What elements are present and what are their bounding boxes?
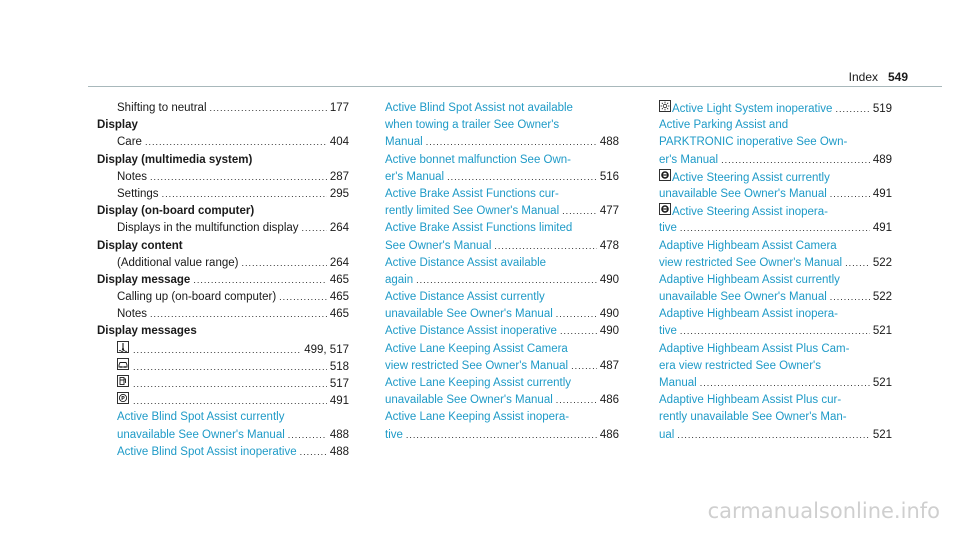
index-entry: [97, 100, 349, 117]
entry-text[interactable]: Active Lane Keeping Assist currently: [385, 377, 572, 389]
leader-dots: [494, 238, 596, 255]
entry-text: Notes: [117, 170, 148, 183]
index-entry: [97, 169, 349, 186]
entry-text[interactable]: Active Light System inoperative: [672, 103, 833, 115]
leader-dots: [700, 375, 870, 392]
leader-dots: [721, 152, 870, 169]
index-entry: [385, 409, 619, 426]
leader-dots: [288, 427, 327, 444]
entry-text: Display (on-board computer): [97, 205, 255, 218]
entry-text[interactable]: tive: [385, 428, 403, 441]
index-entry: [385, 186, 619, 203]
entry-text: (Additional value range): [117, 256, 239, 269]
index-entry: [385, 169, 619, 186]
entry-text[interactable]: again: [385, 273, 414, 286]
svg-text:P: P: [121, 395, 125, 402]
page-ref: 490: [599, 325, 619, 338]
leader-dots: [133, 376, 327, 393]
entry-text[interactable]: Active Lane Keeping Assist inopera-: [385, 411, 570, 424]
page-header: [0, 70, 960, 84]
page-ref: 465: [329, 291, 349, 304]
entry-text[interactable]: Active Distance Assist currently: [385, 291, 545, 304]
leader-dots: [150, 169, 327, 186]
index-entry: [385, 134, 619, 151]
page-ref: 519: [872, 103, 892, 115]
entry-text[interactable]: See Owner's Manual: [385, 239, 492, 252]
index-entry: [97, 427, 349, 444]
index-entry: [385, 203, 619, 220]
index-entry: [97, 255, 349, 272]
index-entry: [659, 238, 892, 255]
index-entry: [97, 375, 349, 392]
entry-text[interactable]: unavailable See Owner's Manual: [659, 187, 827, 200]
entry-text[interactable]: unavailable See Owner's Manual: [659, 291, 827, 304]
index-entry: [659, 409, 892, 426]
page-ref: 489: [872, 153, 892, 166]
light-sun-icon: [659, 100, 671, 112]
page-ref: 287: [329, 170, 349, 183]
index-entry: [385, 358, 619, 375]
entry-text: Settings: [117, 187, 159, 200]
entry-text[interactable]: Adaptive Highbeam Assist Plus cur-: [659, 394, 842, 407]
index-entry: [659, 152, 892, 169]
page-ref: 488: [599, 136, 619, 149]
leader-dots: [300, 444, 327, 461]
leader-dots: [562, 203, 597, 220]
leader-dots: [835, 101, 869, 118]
index-entry: [97, 306, 349, 323]
entry-text[interactable]: unavailable See Owner's Manual: [117, 428, 285, 441]
entry-text[interactable]: Active Distance Assist inoperative: [385, 325, 557, 338]
entry-text: Calling up (on-board computer): [117, 291, 277, 304]
page-ref: 465: [329, 273, 349, 286]
entry-text[interactable]: rently unavailable See Owner's Man-: [659, 411, 847, 424]
index-entry: [97, 134, 349, 151]
entry-text[interactable]: ual: [659, 428, 675, 441]
steering-wheel-icon: [659, 203, 671, 215]
index-entry: [659, 100, 892, 117]
page-ref: 491: [872, 222, 892, 235]
entry-text: Display message: [97, 273, 191, 286]
index-entry: [97, 220, 349, 237]
entry-text[interactable]: unavailable See Owner's Manual: [385, 394, 553, 407]
coolant-temperature-icon: [117, 341, 129, 353]
page-ref: 490: [599, 273, 619, 286]
leader-dots: [416, 272, 597, 289]
entry-text[interactable]: Adaptive Highbeam Assist Camera: [659, 239, 837, 252]
entry-text[interactable]: Active Steering Assist inopera-: [672, 206, 828, 219]
entry-text[interactable]: Active Blind Spot Assist currently: [117, 411, 285, 424]
entry-text[interactable]: tive: [659, 222, 677, 235]
leader-dots: [845, 255, 870, 272]
page-ref: 516: [599, 170, 619, 183]
index-entry: [97, 117, 349, 134]
index-entry: [659, 220, 892, 237]
index-entry: [97, 203, 349, 220]
index-entry: [385, 255, 619, 272]
page-ref: 518: [329, 360, 349, 373]
page-ref: 486: [599, 428, 619, 441]
leader-dots: [406, 427, 597, 444]
index-entry: [659, 427, 892, 444]
index-entry: [659, 203, 892, 220]
index-entry: [659, 392, 892, 409]
page-ref: 517: [329, 378, 349, 390]
section-title: Index: [848, 70, 878, 84]
page-ref: 488: [329, 445, 349, 458]
entry-text[interactable]: Adaptive Highbeam Assist Plus Cam-: [659, 342, 850, 355]
index-entry: [659, 323, 892, 340]
index-entry: [659, 289, 892, 306]
index-entry: [385, 341, 619, 358]
index-entry: [659, 341, 892, 358]
leader-dots: [556, 392, 597, 409]
page-ref: 522: [872, 291, 892, 304]
leader-dots: [830, 289, 870, 306]
entry-text: Display content: [97, 239, 183, 252]
entry-text: Displays in the multifunction display: [117, 222, 299, 235]
entry-text[interactable]: Active Brake Assist Functions limited: [385, 222, 573, 235]
entry-text: Shifting to neutral: [117, 102, 207, 114]
index-entry: [97, 238, 349, 255]
page-ref: 499, 517: [304, 343, 349, 356]
leader-dots: [133, 359, 327, 376]
leader-dots: [210, 100, 327, 117]
entry-text[interactable]: Adaptive Highbeam Assist inopera-: [659, 308, 838, 321]
index-entry: [97, 152, 349, 169]
watermark: carmanualsonline.info: [707, 499, 940, 523]
header-rule: [88, 86, 942, 87]
page-ref: 487: [599, 359, 619, 372]
entry-text[interactable]: PARKTRONIC inoperative See Own-: [659, 136, 848, 149]
index-entry: [97, 323, 349, 340]
index-entry: [97, 289, 349, 306]
index-entry: [659, 134, 892, 151]
steering-wheel-icon: [659, 169, 671, 181]
index-entry: [385, 220, 619, 237]
entry-text[interactable]: Active Blind Spot Assist inoperative: [117, 445, 297, 458]
index-column-2: [385, 100, 619, 444]
entry-text[interactable]: view restricted See Owner's Manual: [385, 359, 569, 372]
page-ref: 465: [329, 308, 349, 321]
index-entry: [97, 444, 349, 461]
leader-dots: [162, 186, 327, 203]
index-entry: [385, 375, 619, 392]
index-entry: [659, 306, 892, 323]
index-entry: [385, 289, 619, 306]
leader-dots: [677, 427, 869, 444]
index-entry: [97, 392, 349, 409]
leader-dots: [426, 134, 597, 151]
page-ref: 490: [599, 308, 619, 321]
index-column-3: [659, 100, 892, 444]
index-entry: [385, 238, 619, 255]
index-entry: [659, 169, 892, 186]
leader-dots: [133, 342, 301, 359]
entry-text: Care: [117, 136, 142, 149]
fuel-pump-icon: [117, 375, 129, 387]
entry-text[interactable]: Manual: [659, 377, 697, 389]
page-ref: 404: [329, 136, 349, 149]
index-entry: [97, 272, 349, 289]
page-ref: 491: [872, 187, 892, 200]
car-key-icon: [117, 358, 129, 370]
entry-text[interactable]: Active Blind Spot Assist not available: [385, 102, 573, 114]
entry-text: Notes: [117, 308, 148, 321]
index-entry: [97, 358, 349, 375]
leader-dots: [560, 323, 597, 340]
leader-dots: [556, 306, 597, 323]
index-entry: [659, 117, 892, 134]
entry-text[interactable]: tive: [659, 325, 677, 338]
leader-dots: [302, 220, 327, 237]
page-ref: 488: [329, 428, 349, 441]
page-ref: 521: [872, 428, 892, 441]
entry-text[interactable]: Active Lane Keeping Assist Camera: [385, 342, 568, 355]
page-ref: 491: [329, 395, 349, 408]
index-entry: [385, 323, 619, 340]
index-entry: [385, 100, 619, 117]
entry-text: Display (multimedia system): [97, 153, 253, 166]
page-ref: 522: [872, 256, 892, 269]
index-entry: [659, 272, 892, 289]
page-ref: 486: [599, 394, 619, 407]
entry-text[interactable]: rently limited See Owner's Manual: [385, 205, 560, 218]
entry-text[interactable]: Active Distance Assist available: [385, 256, 547, 269]
leader-dots: [680, 323, 870, 340]
page-ref: 521: [872, 325, 892, 338]
entry-text[interactable]: Active Parking Assist and: [659, 119, 789, 132]
index-entry: [97, 409, 349, 426]
leader-dots: [193, 272, 326, 289]
page-ref: 264: [329, 222, 349, 235]
leader-dots: [279, 289, 327, 306]
entry-text[interactable]: Active Steering Assist currently: [672, 171, 830, 184]
entry-text[interactable]: Manual: [385, 136, 423, 149]
index-column-1: [97, 100, 349, 461]
index-entry: [385, 117, 619, 134]
index-entry: [97, 341, 349, 358]
leader-dots: [571, 358, 597, 375]
page-ref: 295: [329, 187, 349, 200]
leader-dots: [830, 186, 870, 203]
index-entry: [97, 186, 349, 203]
page-ref: 264: [329, 256, 349, 269]
index-entry: [385, 306, 619, 323]
leader-dots: [145, 134, 327, 151]
entry-text[interactable]: era view restricted See Owner's: [659, 359, 821, 372]
entry-text: Display: [97, 119, 138, 132]
entry-text[interactable]: Active bonnet malfunction See Own-: [385, 153, 572, 166]
entry-text[interactable]: when towing a trailer See Owner's: [385, 119, 560, 132]
entry-text[interactable]: Active Brake Assist Functions cur-: [385, 187, 559, 200]
page-ref: 477: [599, 205, 619, 218]
index-entry: [659, 255, 892, 272]
parking-brake-icon: [117, 392, 129, 404]
entry-text[interactable]: er's Manual: [659, 153, 719, 166]
page-ref: 177: [329, 102, 349, 114]
page-number: 549: [887, 70, 908, 84]
entry-text[interactable]: view restricted See Owner's Manual: [659, 256, 843, 269]
index-entry: [659, 358, 892, 375]
leader-dots: [447, 169, 597, 186]
page-ref: 478: [599, 239, 619, 252]
index-entry: [385, 427, 619, 444]
entry-text: Display messages: [97, 325, 197, 338]
index-entry: [385, 152, 619, 169]
leader-dots: [150, 306, 327, 323]
index-entry: [659, 186, 892, 203]
entry-text[interactable]: er's Manual: [385, 170, 445, 183]
page-ref: 521: [872, 377, 892, 389]
index-entry: [385, 272, 619, 289]
leader-dots: [133, 393, 327, 410]
leader-dots: [241, 255, 326, 272]
entry-text[interactable]: Adaptive Highbeam Assist currently: [659, 273, 840, 286]
index-entry: [385, 392, 619, 409]
entry-text[interactable]: unavailable See Owner's Manual: [385, 308, 553, 321]
leader-dots: [680, 220, 870, 237]
index-entry: [659, 375, 892, 392]
